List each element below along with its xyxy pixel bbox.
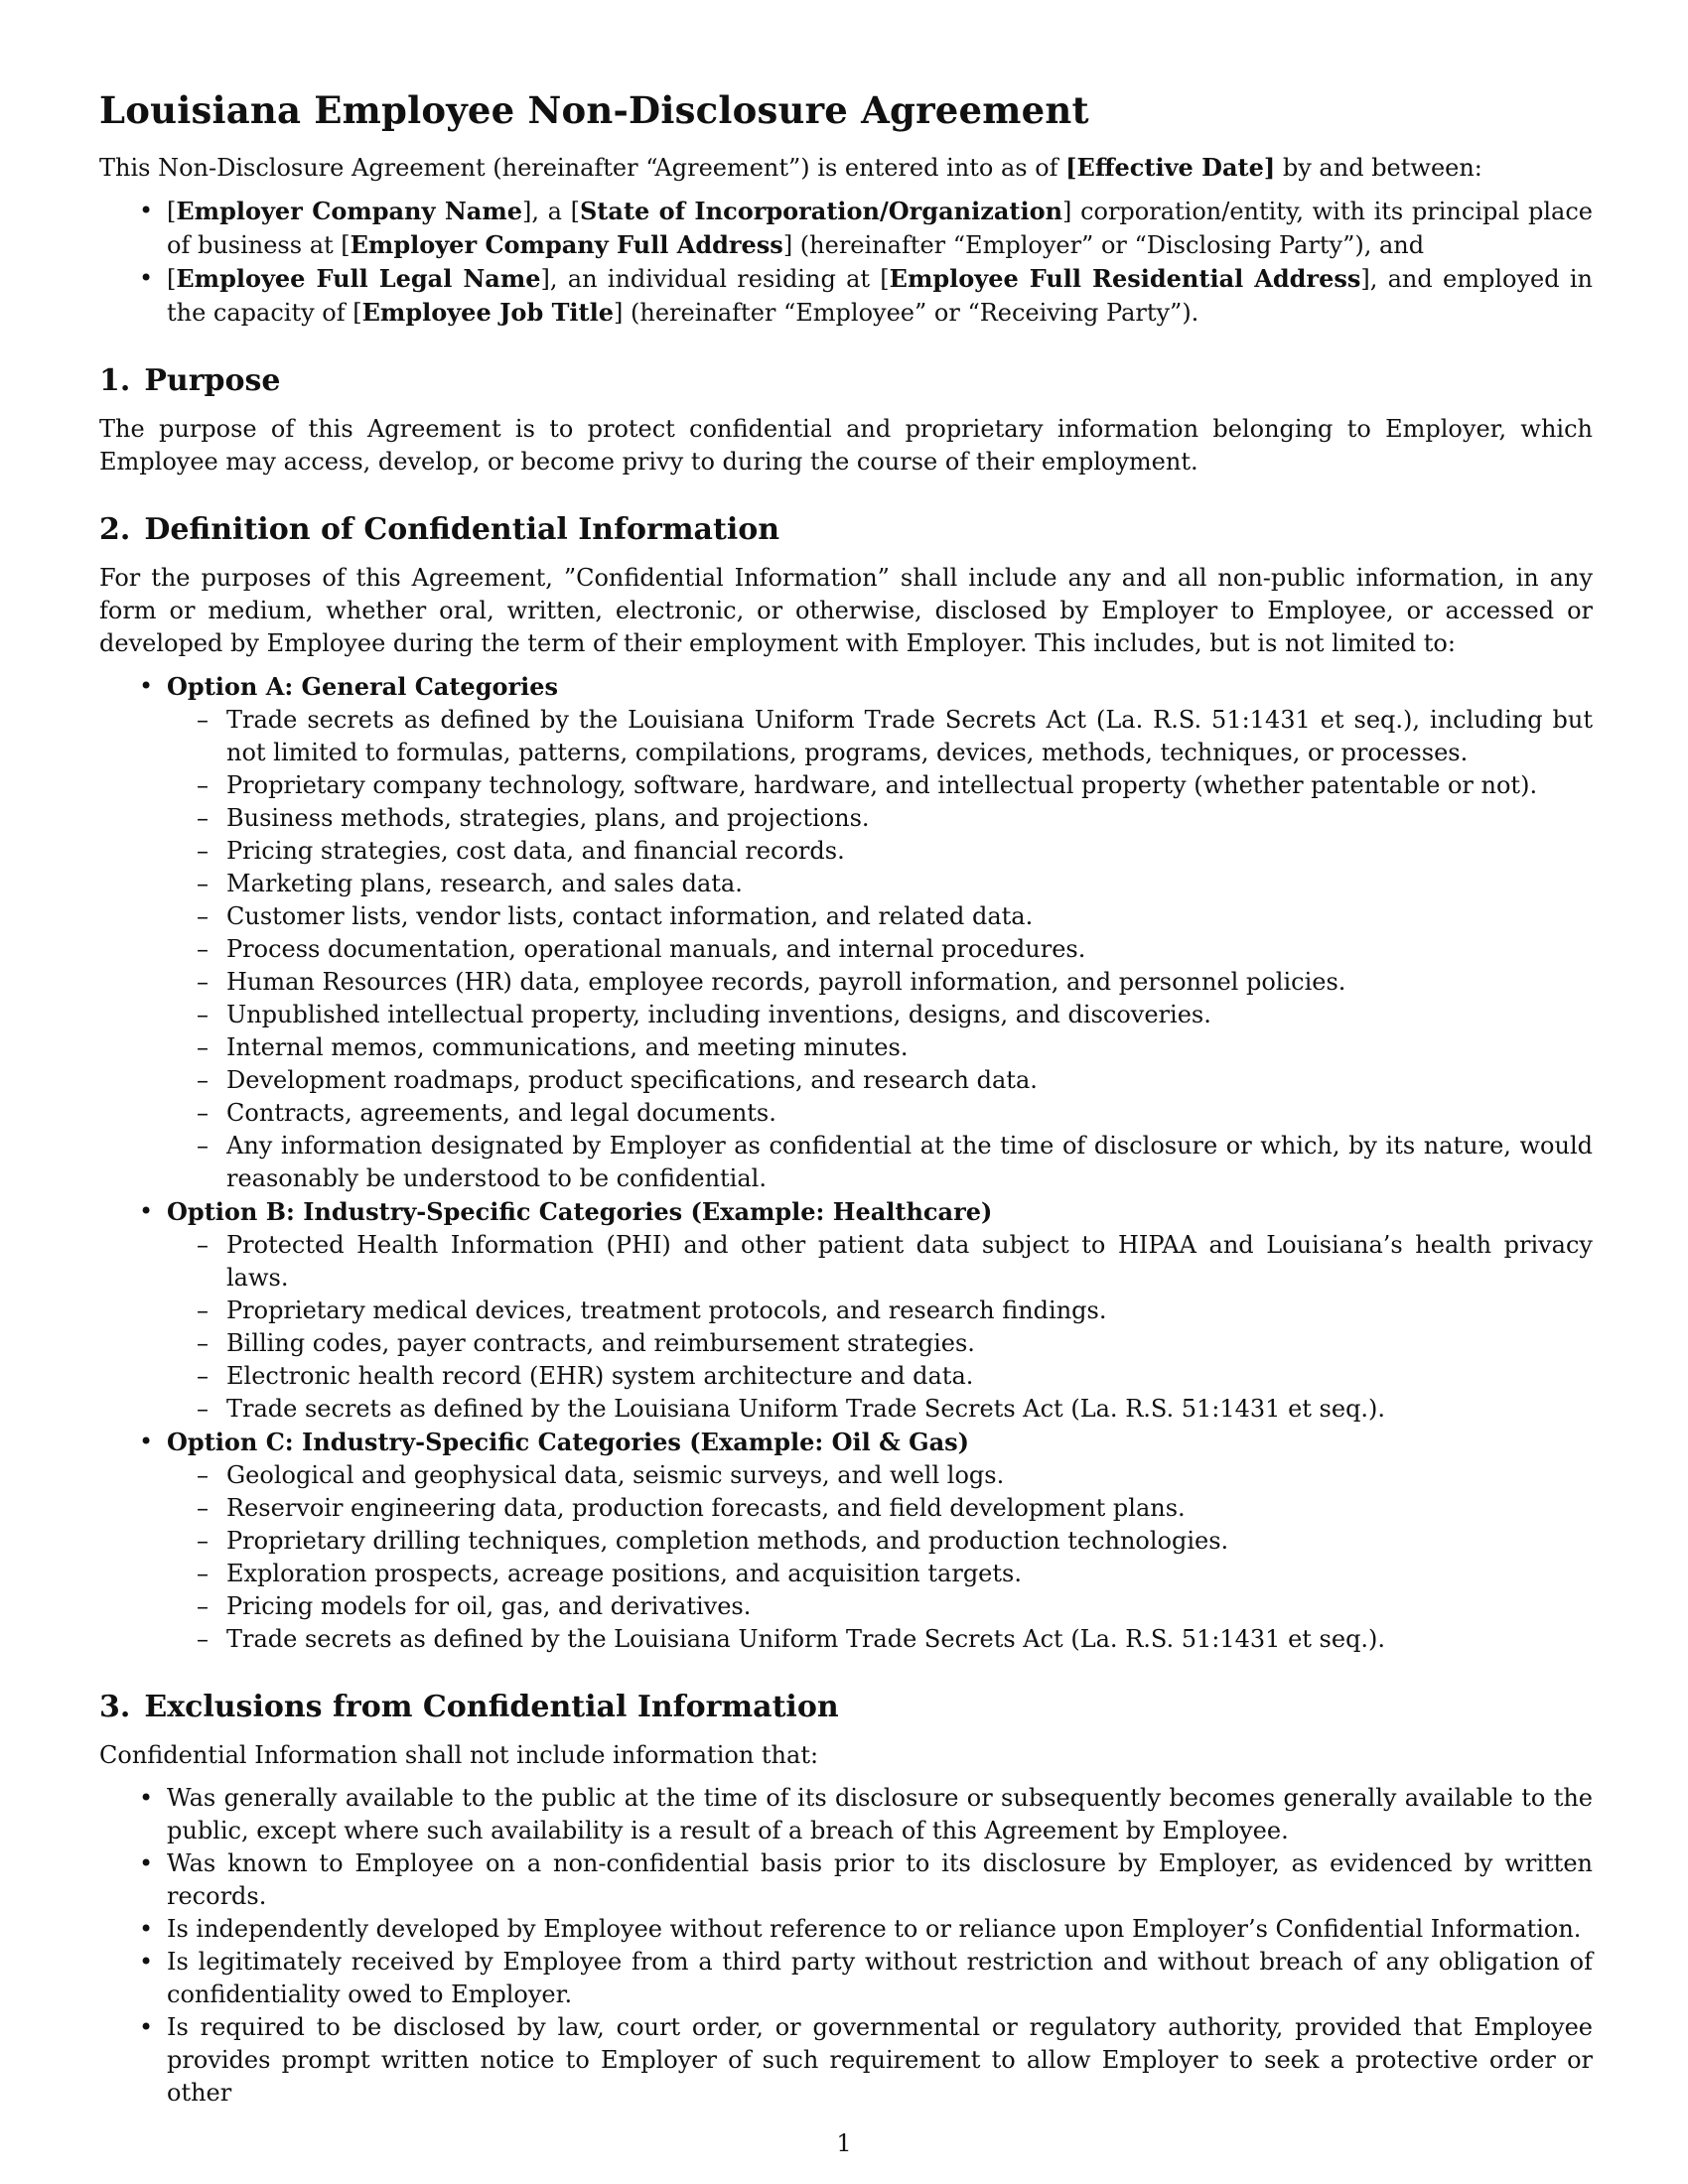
list-item: – Customer lists, vendor lists, contact information, and related data. <box>167 900 1593 933</box>
employee-job-title-placeholder: Employee Job Title <box>361 298 615 327</box>
definition-options-list <box>99 670 1593 1656</box>
option-label: Option B: Industry-Specific Categories (Example: Healthcare) <box>167 1197 993 1226</box>
purpose-paragraph: The purpose of this Agreement is to protect confidential and proprietary information belonging to Employer, which Employee may access, develop, or become privy to during the course of their employment. <box>99 415 1593 476</box>
option-c-items <box>167 1459 1593 1656</box>
state-placeholder: State of Incorporation/Organization <box>579 197 1063 225</box>
list-item: – Human Resources (HR) data, employee records, payroll information, and personnel policies. <box>167 966 1593 999</box>
list-item: – Reservoir engineering data, production forecasts, and field development plans. <box>167 1492 1593 1525</box>
intro-text-end: by and between: <box>1275 154 1482 182</box>
intro-text: This Non-Disclosure Agreement (hereinafter “Agreement”) is entered into as of <box>99 154 1066 182</box>
list-item: – Any information designated by Employer as confidential at the time of disclosure or which, by its nature, would reasonably be understood to be confidential. <box>167 1130 1593 1195</box>
list-item: – Trade secrets as defined by the Louisiana Uniform Trade Secrets Act (La. R.S. 51:1431 et seq.), including but not limited to formulas, patterns, compilations, programs, devices, methods, techniques, or processes. <box>167 704 1593 769</box>
option-label: Option A: General Categories <box>167 672 559 701</box>
list-item: – Pricing strategies, cost data, and financial records. <box>167 835 1593 868</box>
list-item: – Business methods, strategies, plans, and projections. <box>167 802 1593 835</box>
list-item: • Was known to Employee on a non-confidential basis prior to its disclosure by Employer, as evidenced by written records. <box>99 1847 1593 1913</box>
list-item: • Is independently developed by Employee without reference to or reliance upon Employer’s Confidential Information. <box>99 1913 1593 1946</box>
page-number: 1 <box>836 2129 852 2157</box>
list-item: – Unpublished intellectual property, including inventions, designs, and discoveries. <box>167 999 1593 1031</box>
list-item: – Proprietary drilling techniques, completion methods, and production technologies. <box>167 1525 1593 1558</box>
list-item: – Process documentation, operational manuals, and internal procedures. <box>167 933 1593 966</box>
party-employer: • [Employer Company Name], a [State of Incorporation/Organization] corporation/entity, with its principal place of business at [Employer Company Full Address] (hereinafter “Employer” or “Disclosing Party”), and <box>99 195 1593 262</box>
employer-address-placeholder: Employer Company Full Address <box>350 230 783 259</box>
list-item: – Trade secrets as defined by the Louisiana Uniform Trade Secrets Act (La. R.S. 51:1431 et seq.). <box>167 1623 1593 1656</box>
list-item: – Billing codes, payer contracts, and reimbursement strategies. <box>167 1327 1593 1360</box>
intro-paragraph <box>99 151 1593 185</box>
employee-name-placeholder: Employee Full Legal Name <box>176 264 541 293</box>
option-a <box>99 670 1593 1195</box>
option-b-items <box>167 1229 1593 1426</box>
section-heading-exclusions: 3. Exclusions from Confidential Information <box>99 1690 839 1724</box>
list-item: – Internal memos, communications, and meeting minutes. <box>167 1031 1593 1064</box>
option-c <box>99 1426 1593 1656</box>
list-item: – Pricing models for oil, gas, and derivatives. <box>167 1590 1593 1623</box>
list-item: • Is required to be disclosed by law, court order, or governmental or regulatory authority, provided that Employee provides prompt written notice to Employer of such requirement to allow Employer to seek a protective order or other <box>99 2011 1593 2110</box>
list-item: • Was generally available to the public at the time of its disclosure or subsequently becomes generally available to the public, except where such availability is a result of a breach of this Agreement by Employee. <box>99 1782 1593 1847</box>
list-item: – Proprietary company technology, software, hardware, and intellectual property (whether patentable or not). <box>167 769 1593 802</box>
list-item: – Trade secrets as defined by the Louisiana Uniform Trade Secrets Act (La. R.S. 51:1431 et seq.). <box>167 1393 1593 1426</box>
section-heading-definition: 2. Definition of Confidential Information <box>99 512 780 547</box>
definition-paragraph: For the purposes of this Agreement, ”Confidential Information” shall include any and all non-public information, in any form or medium, whether oral, written, electronic, or otherwise, disclosed by Employer to Employee, or accessed or developed by Employee during the term of their employment with Employer. This includes, but is not limited to: <box>99 564 1593 657</box>
list-item: – Proprietary medical devices, treatment protocols, and research findings. <box>167 1295 1593 1327</box>
exclusions-paragraph: Confidential Information shall not include information that: <box>99 1741 819 1769</box>
option-label: Option C: Industry-Specific Categories (Example: Oil & Gas) <box>167 1428 970 1456</box>
list-item: – Protected Health Information (PHI) and other patient data subject to HIPAA and Louisiana’s health privacy laws. <box>167 1229 1593 1295</box>
list-item: • Is legitimately received by Employee from a third party without restriction and without breach of any obligation of confidentiality owed to Employer. <box>99 1946 1593 2011</box>
document-body <box>99 85 1593 2110</box>
list-item: – Geological and geophysical data, seismic surveys, and well logs. <box>167 1459 1593 1492</box>
list-item: – Marketing plans, research, and sales data. <box>167 868 1593 900</box>
employer-name-placeholder: Employer Company Name <box>176 197 522 225</box>
effective-date-placeholder: [Effective Date] <box>1065 153 1276 182</box>
option-b <box>99 1195 1593 1426</box>
section-heading-purpose: 1. Purpose <box>99 363 281 398</box>
list-item: – Development roadmaps, product specifications, and research data. <box>167 1064 1593 1097</box>
parties-list <box>99 195 1593 330</box>
list-item: – Exploration prospects, acreage positions, and acquisition targets. <box>167 1558 1593 1590</box>
exclusions-list <box>99 1782 1593 2110</box>
party-employee: • [Employee Full Legal Name], an individual residing at [Employee Full Residential Address], and employed in the capacity of [Employee Job Title] (hereinafter “Employee” or “Receiving Party”). <box>99 262 1593 330</box>
list-item: – Electronic health record (EHR) system architecture and data. <box>167 1360 1593 1393</box>
list-item: – Contracts, agreements, and legal documents. <box>167 1097 1593 1130</box>
option-a-items <box>167 704 1593 1195</box>
employee-address-placeholder: Employee Full Residential Address <box>889 264 1361 293</box>
document-title: Louisiana Employee Non-Disclosure Agreement <box>99 88 1089 132</box>
